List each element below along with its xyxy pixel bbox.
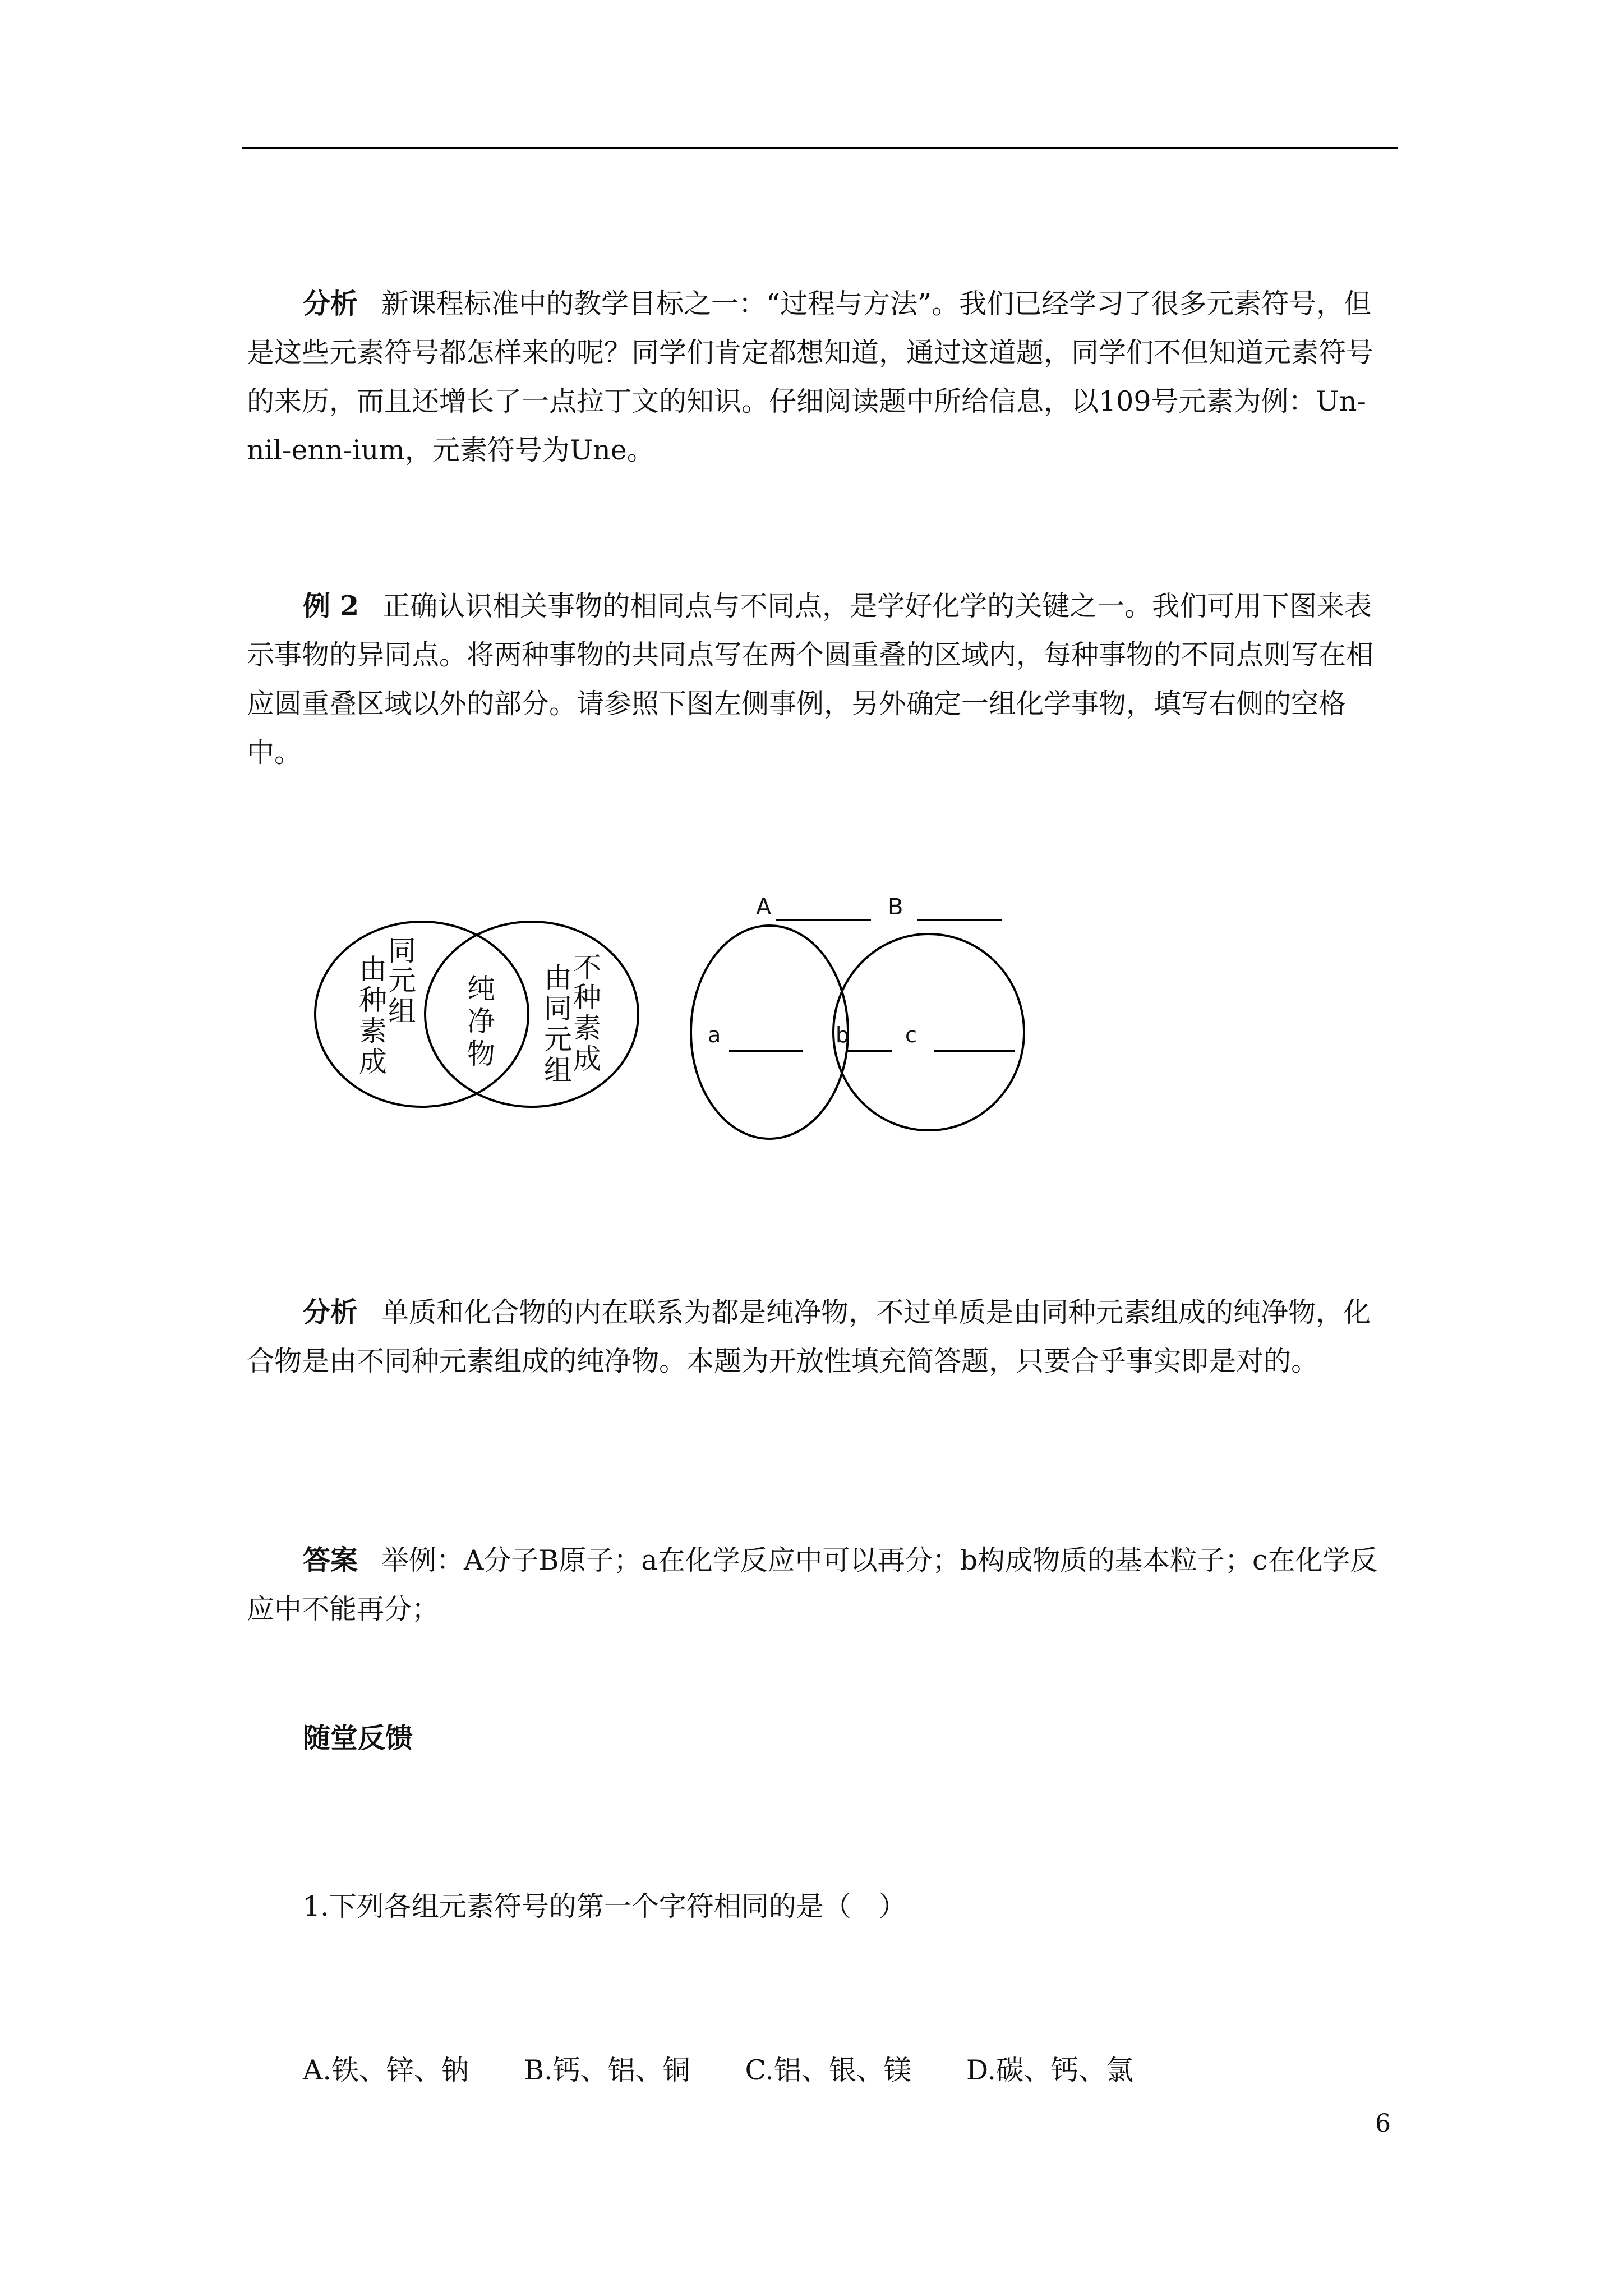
venn-left-text-6: 组: [388, 995, 416, 1028]
venn-blank-diagram: [691, 894, 1024, 1139]
analysis-label-2: 分析: [303, 1296, 358, 1328]
venn-left-text-7: 成: [359, 1046, 387, 1078]
page-number: 6: [1375, 2109, 1391, 2138]
venn-right-text-2: 不: [573, 951, 601, 984]
answer-paragraph: [247, 1536, 1396, 1634]
venn-right-text-4: 种: [573, 981, 601, 1014]
venn-middle-text-3: 物: [467, 1038, 495, 1070]
venn-middle-text-2: 净: [467, 1005, 495, 1038]
example-label: 例 2: [303, 590, 359, 622]
venn-right-circle: [425, 922, 638, 1107]
label-b-upper: B: [888, 894, 903, 920]
venn-middle-text-1: 纯: [467, 973, 495, 1005]
answer-label: 答案: [303, 1544, 358, 1576]
analysis-text: 新课程标准中的教学目标之一：“过程与方法”。我们已经学习了很多元素符号，但是这些元素符号都怎样来的呢？同学们肯定都想知道，通过这道题，同学们不但知道元素符号的来历，而且还增长了一点拉丁文的知识。仔细阅读题中所给信息，以109号元素为例：Un-nil-enn-ium，元素符号为Une。: [247, 288, 1374, 466]
label-a-upper: A: [756, 894, 772, 920]
venn-left-circle: [315, 922, 528, 1107]
question-1-stem: 1.下列各组元素符号的第一个字符相同的是（ ）: [303, 1890, 906, 1922]
answer-text: 举例：A分子B原子；a在化学反应中可以再分；b构成物质的基本粒子；c在化学反应中不能再分；: [247, 1544, 1378, 1625]
venn-example-diagram: [315, 922, 638, 1107]
venn-left-text-4: 元: [388, 964, 416, 997]
label-c-lower: c: [905, 1023, 917, 1047]
venn-right-text-7: 组: [544, 1054, 572, 1087]
venn-left-text-3: 种: [359, 984, 387, 1016]
question-1-options: A.铁、锌、钠 B.钙、铝、铜 C.铝、银、镁 D.碳、钙、氯: [303, 2054, 1133, 2086]
venn-right-text-5: 元: [544, 1023, 572, 1056]
feedback-heading: 随堂反馈: [303, 1722, 413, 1754]
venn-right-text-3: 同: [544, 992, 572, 1025]
label-b-lower: b: [836, 1023, 850, 1047]
analysis-label: 分析: [303, 287, 358, 320]
venn-left-text-1: 由: [359, 953, 387, 986]
analysis-paragraph-2: [247, 1288, 1396, 1386]
venn-right-text-6: 素: [573, 1012, 601, 1045]
venn-left-text-2: 同: [388, 935, 416, 967]
example-text: 正确认识相关事物的相同点与不同点，是学好化学的关键之一。我们可用下图来表示事物的异同点。将两种事物的共同点写在两个圆重叠的区域内，每种事物的不同点则写在相应圆重叠区域以外的部分。请参照下图左侧事例，另外确定一组化学事物，填写右侧的空格中。: [247, 590, 1374, 769]
venn-left-text-5: 素: [359, 1015, 387, 1047]
label-a-lower: a: [708, 1023, 721, 1047]
venn-blank-right-circle: [833, 934, 1024, 1130]
venn-right-text-8: 成: [573, 1043, 601, 1075]
analysis-text-2: 单质和化合物的内在联系为都是纯净物，不过单质是由同种元素组成的纯净物，化合物是由不同种元素组成的纯净物。本题为开放性填充简答题，只要合乎事实即是对的。: [247, 1296, 1371, 1377]
venn-right-text-1: 由: [544, 961, 572, 994]
